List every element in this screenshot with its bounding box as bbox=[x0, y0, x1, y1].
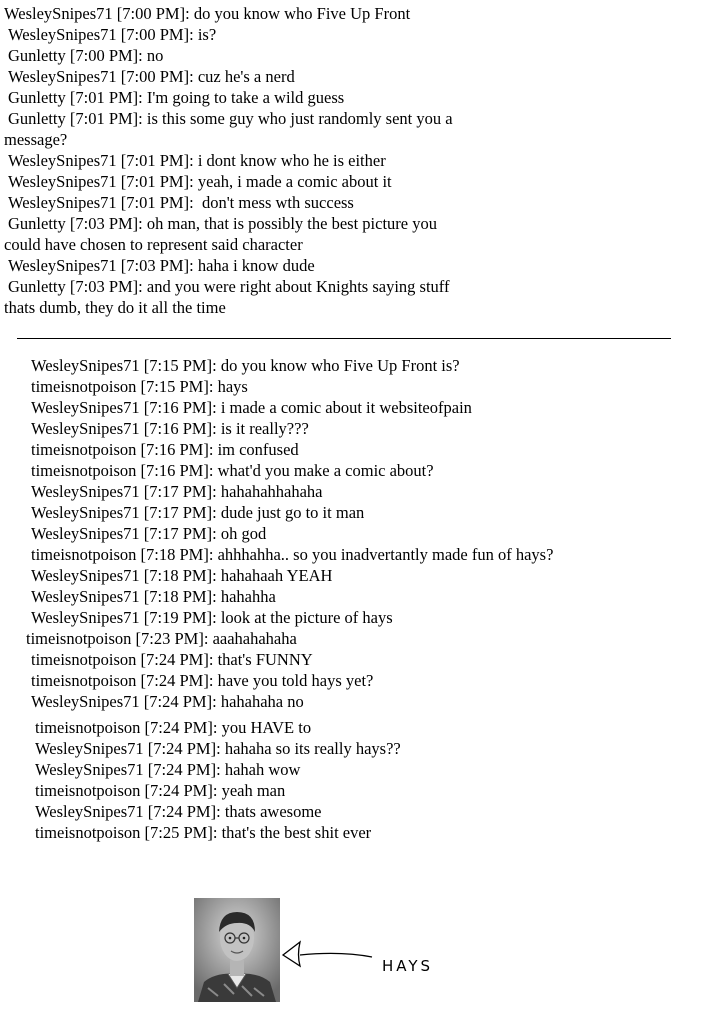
message-text: yeah, i made a comic about it bbox=[197, 172, 392, 191]
message-sender: WesleySnipes71 bbox=[35, 760, 144, 779]
message-timestamp: [7:03 PM]: bbox=[120, 256, 194, 275]
divider bbox=[17, 338, 671, 339]
message-sender: WesleySnipes71 bbox=[31, 419, 140, 438]
message-text: im confused bbox=[217, 440, 299, 459]
chat-message bbox=[31, 376, 248, 397]
message-timestamp: [7:24 PM]: bbox=[144, 718, 218, 737]
message-sender: timeisnotpoison bbox=[31, 545, 137, 564]
message-text: cuz he's a nerd bbox=[197, 67, 295, 86]
chat-message bbox=[35, 759, 300, 780]
message-timestamp: [7:00 PM]: bbox=[69, 46, 143, 65]
message-sender: Gunletty bbox=[8, 109, 66, 128]
message-text: hahaha so its really hays?? bbox=[224, 739, 401, 758]
chat-message bbox=[31, 460, 434, 481]
chat-message bbox=[35, 822, 371, 843]
message-text: hahahaah YEAH bbox=[220, 566, 333, 585]
message-timestamp: [7:18 PM]: bbox=[140, 545, 214, 564]
message-timestamp: [7:25 PM]: bbox=[144, 823, 218, 842]
message-sender: WesleySnipes71 bbox=[31, 398, 140, 417]
message-timestamp: [7:16 PM]: bbox=[140, 440, 214, 459]
message-sender: WesleySnipes71 bbox=[8, 193, 117, 212]
chat-message bbox=[31, 607, 393, 628]
message-timestamp: [7:17 PM]: bbox=[143, 503, 217, 522]
message-text: and you were right about Knights saying stuff bbox=[146, 277, 450, 296]
chat-message bbox=[8, 24, 216, 45]
chat-message bbox=[31, 523, 266, 544]
chat-message bbox=[8, 213, 437, 234]
chat-message bbox=[8, 108, 453, 129]
message-sender: timeisnotpoison bbox=[31, 650, 137, 669]
message-sender: Gunletty bbox=[8, 88, 66, 107]
message-text: i dont know who he is either bbox=[197, 151, 386, 170]
message-text: hays bbox=[217, 377, 248, 396]
message-sender: WesleySnipes71 bbox=[8, 25, 117, 44]
message-text: that's FUNNY bbox=[217, 650, 313, 669]
message-timestamp: [7:16 PM]: bbox=[140, 461, 214, 480]
chat-message bbox=[31, 544, 553, 565]
hays-annotation bbox=[280, 930, 460, 980]
message-text: don't mess wth success bbox=[197, 193, 354, 212]
message-timestamp: [7:19 PM]: bbox=[143, 608, 217, 627]
chat-message bbox=[31, 439, 299, 460]
message-text: hahahaha no bbox=[220, 692, 304, 711]
message-timestamp: [7:16 PM]: bbox=[143, 398, 217, 417]
chat-message bbox=[31, 691, 304, 712]
hays-label: HAYS bbox=[382, 957, 434, 975]
message-timestamp: [7:24 PM]: bbox=[147, 760, 221, 779]
message-text: thats awesome bbox=[224, 802, 322, 821]
message-text: hahahha bbox=[220, 587, 276, 606]
message-text: ahhhahha.. so you inadvertantly made fun of hays? bbox=[217, 545, 554, 564]
chat-message-continuation: message? bbox=[4, 130, 68, 149]
chat-message bbox=[8, 276, 450, 297]
chat-message bbox=[31, 586, 276, 607]
chat-message bbox=[31, 481, 323, 502]
message-text: you HAVE to bbox=[221, 718, 312, 737]
chat-message bbox=[35, 801, 322, 822]
message-timestamp: [7:01 PM]: bbox=[69, 88, 143, 107]
chat-message bbox=[26, 628, 297, 649]
message-text: oh man, that is possibly the best picture you bbox=[146, 214, 437, 233]
chat-message bbox=[31, 670, 373, 691]
message-timestamp: [7:03 PM]: bbox=[69, 214, 143, 233]
message-sender: Gunletty bbox=[8, 277, 66, 296]
chat-message-continuation: thats dumb, they do it all the time bbox=[4, 298, 226, 317]
message-sender: WesleySnipes71 bbox=[35, 802, 144, 821]
message-sender: WesleySnipes71 bbox=[35, 739, 144, 758]
message-sender: WesleySnipes71 bbox=[4, 4, 113, 23]
message-timestamp: [7:15 PM]: bbox=[140, 377, 214, 396]
message-sender: WesleySnipes71 bbox=[31, 566, 140, 585]
chat-message bbox=[31, 649, 313, 670]
message-text: is this some guy who just randomly sent you a bbox=[146, 109, 453, 128]
message-text: hahah wow bbox=[224, 760, 301, 779]
chat-message bbox=[8, 192, 354, 213]
message-text: yeah man bbox=[221, 781, 286, 800]
chat-message bbox=[8, 150, 386, 171]
arrow-icon bbox=[283, 942, 300, 966]
message-timestamp: [7:01 PM]: bbox=[120, 151, 194, 170]
message-sender: WesleySnipes71 bbox=[31, 587, 140, 606]
message-sender: WesleySnipes71 bbox=[8, 151, 117, 170]
message-sender: timeisnotpoison bbox=[35, 718, 141, 737]
chat-message bbox=[31, 397, 472, 418]
chat-message bbox=[4, 3, 410, 24]
message-text: dude just go to it man bbox=[220, 503, 365, 522]
message-text: do you know who Five Up Front is? bbox=[220, 356, 460, 375]
message-timestamp: [7:17 PM]: bbox=[143, 482, 217, 501]
message-timestamp: [7:00 PM]: bbox=[120, 67, 194, 86]
chat-message bbox=[31, 355, 460, 376]
chat-message bbox=[8, 66, 295, 87]
message-text: haha i know dude bbox=[197, 256, 315, 275]
message-sender: WesleySnipes71 bbox=[31, 524, 140, 543]
message-timestamp: [7:17 PM]: bbox=[143, 524, 217, 543]
message-text: oh god bbox=[220, 524, 267, 543]
message-timestamp: [7:01 PM]: bbox=[69, 109, 143, 128]
message-sender: Gunletty bbox=[8, 46, 66, 65]
message-sender: timeisnotpoison bbox=[31, 440, 137, 459]
message-timestamp: [7:18 PM]: bbox=[143, 566, 217, 585]
message-timestamp: [7:23 PM]: bbox=[135, 629, 209, 648]
message-timestamp: [7:00 PM]: bbox=[120, 25, 194, 44]
chat-message bbox=[8, 87, 344, 108]
message-sender: WesleySnipes71 bbox=[8, 256, 117, 275]
message-timestamp: [7:00 PM]: bbox=[116, 4, 190, 23]
message-sender: WesleySnipes71 bbox=[8, 67, 117, 86]
message-timestamp: [7:16 PM]: bbox=[143, 419, 217, 438]
message-sender: timeisnotpoison bbox=[35, 781, 141, 800]
message-text: have you told hays yet? bbox=[217, 671, 374, 690]
message-timestamp: [7:15 PM]: bbox=[143, 356, 217, 375]
message-timestamp: [7:24 PM]: bbox=[140, 671, 214, 690]
message-sender: timeisnotpoison bbox=[26, 629, 132, 648]
chat-message bbox=[8, 45, 163, 66]
chat-message bbox=[31, 502, 364, 523]
message-timestamp: [7:18 PM]: bbox=[143, 587, 217, 606]
message-text: look at the picture of hays bbox=[220, 608, 393, 627]
message-text: is? bbox=[197, 25, 217, 44]
chat-message bbox=[31, 418, 309, 439]
chat-message-continuation: could have chosen to represent said character bbox=[4, 235, 303, 254]
message-sender: WesleySnipes71 bbox=[31, 692, 140, 711]
message-sender: Gunletty bbox=[8, 214, 66, 233]
message-text: I'm going to take a wild guess bbox=[146, 88, 345, 107]
message-timestamp: [7:24 PM]: bbox=[144, 781, 218, 800]
message-timestamp: [7:01 PM]: bbox=[120, 193, 194, 212]
message-sender: timeisnotpoison bbox=[31, 461, 137, 480]
message-sender: WesleySnipes71 bbox=[8, 172, 117, 191]
chat-message bbox=[35, 717, 311, 738]
hays-photo bbox=[194, 898, 280, 1002]
message-text: i made a comic about it websiteofpain bbox=[220, 398, 472, 417]
message-text: is it really??? bbox=[220, 419, 309, 438]
message-timestamp: [7:24 PM]: bbox=[147, 802, 221, 821]
chat-message bbox=[35, 738, 401, 759]
message-text: aaahahahaha bbox=[212, 629, 297, 648]
message-timestamp: [7:24 PM]: bbox=[140, 650, 214, 669]
message-sender: WesleySnipes71 bbox=[31, 503, 140, 522]
message-sender: WesleySnipes71 bbox=[31, 608, 140, 627]
message-sender: WesleySnipes71 bbox=[31, 482, 140, 501]
message-sender: timeisnotpoison bbox=[35, 823, 141, 842]
chat-message bbox=[31, 565, 332, 586]
message-sender: WesleySnipes71 bbox=[31, 356, 140, 375]
message-sender: timeisnotpoison bbox=[31, 377, 137, 396]
message-timestamp: [7:24 PM]: bbox=[143, 692, 217, 711]
message-timestamp: [7:03 PM]: bbox=[69, 277, 143, 296]
message-timestamp: [7:24 PM]: bbox=[147, 739, 221, 758]
chat-message bbox=[8, 255, 315, 276]
message-timestamp: [7:01 PM]: bbox=[120, 172, 194, 191]
chat-message bbox=[8, 171, 392, 192]
message-text: no bbox=[146, 46, 164, 65]
chat-message bbox=[35, 780, 285, 801]
message-text: what'd you make a comic about? bbox=[217, 461, 434, 480]
message-text: do you know who Five Up Front bbox=[193, 4, 411, 23]
message-sender: timeisnotpoison bbox=[31, 671, 137, 690]
message-text: hahahahhahaha bbox=[220, 482, 323, 501]
message-text: that's the best shit ever bbox=[221, 823, 372, 842]
